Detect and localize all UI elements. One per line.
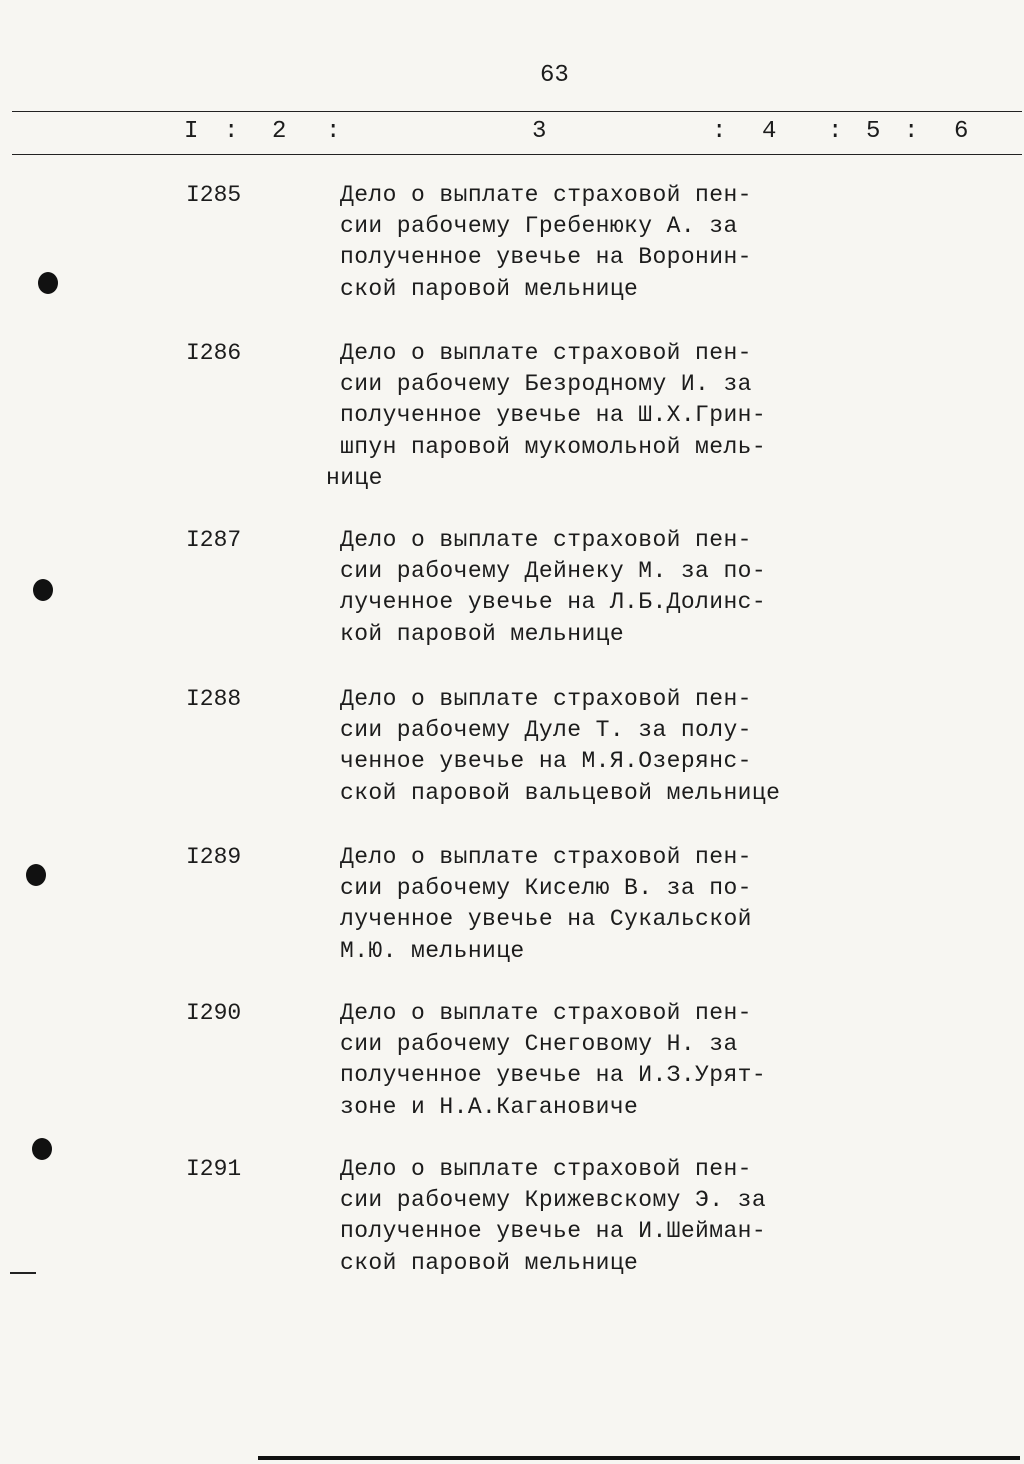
punch-hole — [38, 272, 58, 294]
entry-description — [340, 1154, 767, 1279]
entry-line: Дело о выплате страховой пен- — [340, 686, 752, 712]
column-header-1: I — [184, 118, 199, 145]
entry-line: сии рабочему Дейнеку М. за по- — [340, 558, 767, 585]
entry-number: I288 — [186, 686, 242, 712]
bottom-rule — [258, 1456, 1020, 1460]
entry-number: I291 — [186, 1156, 242, 1182]
entry-number: I285 — [186, 182, 242, 208]
entry-line: сии рабочему Крижевскому Э. за — [340, 1187, 767, 1214]
entry-line: сии рабочему Киселю В. за по- — [340, 875, 752, 902]
entry-line: полученное увечье на Ш.Х.Грин- — [340, 402, 767, 429]
header-top-rule — [12, 111, 1022, 112]
entry-number: I286 — [186, 340, 242, 366]
entry-number: I289 — [186, 844, 242, 870]
entry-line: ченное увечье на М.Я.Озерянс- — [340, 748, 752, 775]
entry-line: Дело о выплате страховой пен- — [340, 182, 752, 208]
entry-line: сии рабочему Гребенюку А. за — [340, 213, 738, 240]
column-separator: : — [224, 118, 239, 145]
entry-line: Дело о выплате страховой пен- — [340, 1156, 752, 1182]
page-number: 63 — [540, 62, 569, 89]
column-separator: : — [904, 118, 919, 145]
entry-line: полученное увечье на И.З.Урят- — [340, 1062, 767, 1089]
entry-description — [340, 180, 760, 305]
entry-number: I290 — [186, 1000, 242, 1026]
column-header-4: 4 — [762, 118, 777, 145]
entry-line: ской паровой мельнице — [340, 1249, 639, 1276]
entry-line: зоне и Н.А.Кагановиче — [340, 1093, 639, 1120]
entry-line: Дело о выплате страховой пен- — [340, 340, 752, 366]
entry-description — [340, 525, 767, 650]
entry-line: нице — [326, 464, 383, 491]
entry-description — [340, 842, 760, 967]
entry-line: Дело о выплате страховой пен- — [340, 527, 752, 553]
entry-line: кой паровой мельнице — [340, 620, 625, 647]
entry-line: полученное увечье на Воронин- — [340, 244, 752, 271]
entry-number: I287 — [186, 527, 242, 553]
column-header-5: 5 — [866, 118, 881, 145]
entry-line: шпун паровой мукомольной мель- — [340, 433, 767, 460]
entry-line: ской паровой вальцевой мельнице — [340, 779, 781, 806]
margin-dash — [10, 1272, 36, 1274]
column-separator: : — [326, 118, 341, 145]
column-separator: : — [828, 118, 843, 145]
punch-hole — [26, 864, 46, 886]
header-bottom-rule — [12, 154, 1022, 155]
entry-line: ской паровой мельнице — [340, 275, 639, 302]
column-header-3: 3 — [532, 118, 547, 145]
punch-hole — [32, 1138, 52, 1160]
entry-line: сии рабочему Безродному И. за — [340, 371, 752, 398]
column-header-6: 6 — [954, 118, 969, 145]
entry-description — [340, 998, 767, 1123]
entry-line: М.Ю. мельнице — [340, 937, 525, 964]
entry-line: сии рабочему Снеговому Н. за — [340, 1031, 738, 1058]
punch-hole — [33, 579, 53, 601]
entry-line: лученное увечье на Сукальской — [340, 906, 752, 933]
entry-description — [340, 684, 781, 809]
entry-line: Дело о выплате страховой пен- — [340, 844, 752, 870]
entry-line: Дело о выплате страховой пен- — [340, 1000, 752, 1026]
entry-line: сии рабочему Дуле Т. за полу- — [340, 717, 752, 744]
column-header-2: 2 — [272, 118, 287, 145]
entry-line: лученное увечье на Л.Б.Долинс- — [340, 589, 767, 616]
entry-line: полученное увечье на И.Шейман- — [340, 1218, 767, 1245]
entry-description — [326, 338, 767, 494]
column-separator: : — [712, 118, 727, 145]
